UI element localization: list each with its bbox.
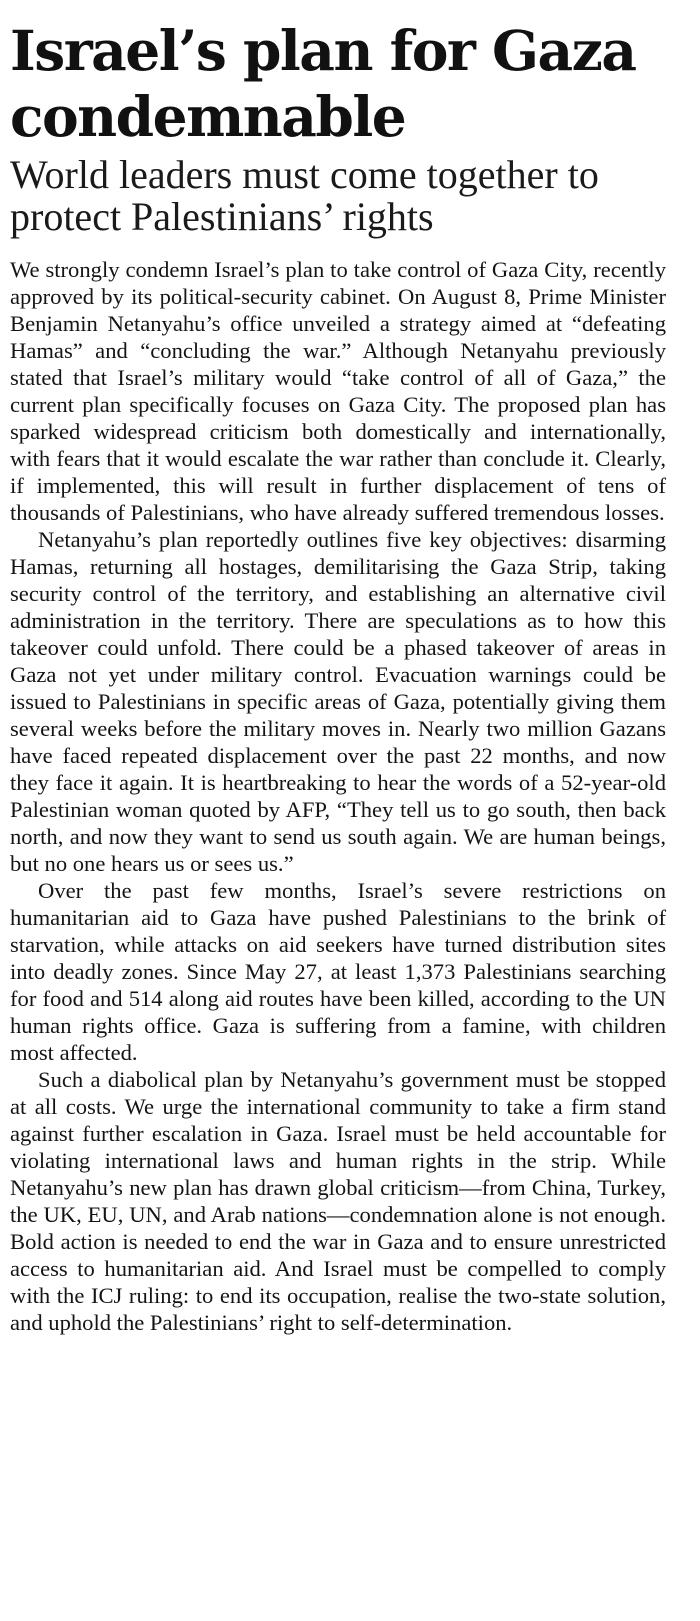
paragraph-4: Such a diabolical plan by Netanyahu’s government must be stopped at all costs. We urge the international community to take a firm stand against further escalation in Gaza. Israel must be held accountable for violating international laws and human rights in the strip. While Netanyahu’s new plan has drawn global criticism—from China, Turkey, the UK, EU, UN, and Arab nations—condemnation alone is not enough. Bold action is needed to end the war in Gaza and to ensure unrestricted access to humanitarian aid. And Israel must be compelled to comply with the ICJ ruling: to end its occupation, realise the two-state solution, and uphold the Palestinians’ right to self-determination. — [10, 1067, 666, 1335]
paragraph-1: We strongly condemn Israel’s plan to take control of Gaza City, recently approved by its political-security cabinet. On August 8, Prime Minister Benjamin Netanyahu’s office unveiled a strategy aimed at “defeating Hamas” and “concluding the war.” Although Netanyahu previously stated that Israel’s military would “take control of all of Gaza,” the current plan specifically focuses on Gaza City. The proposed plan has sparked widespread criticism both domestically and internationally, with fears that it would escalate the war rather than conclude it. Clearly, if implemented, this will result in further displacement of tens of thousands of Palestinians, who have already suffered tremendous losses. — [10, 257, 666, 525]
article-body — [10, 256, 666, 1336]
editorial-article — [10, 18, 666, 1336]
paragraph-2: Netanyahu’s plan reportedly outlines five key objectives: disarming Hamas, returning all hostages, demilitarising the Gaza Strip, taking security control of the territory, and establishing an alternative civil administration in the territory. There are speculations as to how this takeover could unfold. There could be a phased takeover of areas in Gaza not yet under military control. Evacuation warnings could be issued to Palestinians in specific areas of Gaza, potentially giving them several weeks before the military moves in. Nearly two million Gazans have faced repeated displacement over the past 22 months, and now they face it again. It is heartbreaking to hear the words of a 52-year-old Palestinian woman quoted by AFP, “They tell us to go south, then back north, and now they want to send us south again. We are human beings, but no one hears us or sees us.” — [10, 527, 666, 876]
subheadline: World leaders must come together to protect Palestinians’ rights — [10, 152, 599, 239]
paragraph-3: Over the past few months, Israel’s severe restrictions on humanitarian aid to Gaza have pushed Palestinians to the brink of starvation, while attacks on aid seekers have turned distribution sites into deadly zones. Since May 27, at least 1,373 Palestinians searching for food and 514 along aid routes have been killed, according to the UN human rights office. Gaza is suffering from a famine, with children most affected. — [10, 878, 666, 1065]
headline: Israel’s plan for Gaza condemnable — [10, 18, 636, 149]
